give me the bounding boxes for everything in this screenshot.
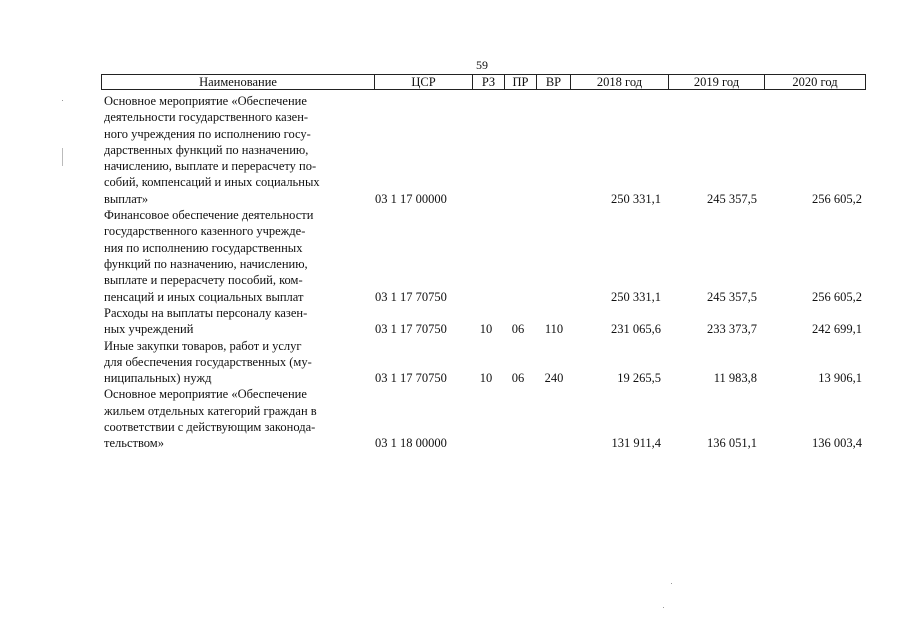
table-header [101,74,866,90]
row-name-line: тельством» [104,436,164,451]
row-name [104,93,366,207]
row-pr: 06 [511,371,525,386]
row-csr: 03 1 17 00000 [375,191,447,206]
page-number: 59 [476,58,488,72]
row-csr: 03 1 17 70750 [375,371,447,386]
table-row [0,93,905,207]
row-name-line: ных учреждений [104,322,194,337]
header-2019: 2019 год [669,75,765,89]
row-name-line: Финансовое обеспечение деятельности [104,208,314,223]
header-pr: ПР [505,75,537,89]
row-name-line: функций по назначению, начислению, [104,256,308,271]
row-name-line: жильем отдельных категорий граждан в [104,403,317,418]
row-name-line: для обеспечения государственных (му- [104,354,312,369]
row-y2019: 245 357,5 [707,289,757,304]
scan-speck [663,607,664,608]
row-y2019: 136 051,1 [707,436,757,451]
row-name-line: Расходы на выплаты персоналу казен- [104,305,308,320]
row-name-line: ниципальных) нужд [104,371,212,386]
header-2020: 2020 год [792,75,838,89]
scan-speck [62,100,63,101]
row-name-line: Основное мероприятие «Обеспечение [104,94,307,108]
row-y2018: 131 911,4 [611,436,661,451]
row-name-line: соответствии с действующим законода- [104,419,316,434]
header-rz: РЗ [473,75,505,89]
row-y2019: 233 373,7 [707,322,757,337]
row-name [104,305,366,338]
row-y2020: 256 605,2 [812,289,862,304]
row-y2020: 136 003,4 [812,436,862,451]
table-row [0,386,905,451]
row-y2019: 11 983,8 [713,371,757,386]
header-csr: ЦСР [375,75,473,89]
row-csr: 03 1 17 70750 [375,289,447,304]
row-name-line: выплат» [104,191,149,206]
row-y2018: 250 331,1 [611,191,661,206]
row-name [104,386,366,451]
row-name-line: Основное мероприятие «Обеспечение [104,387,307,402]
row-pr: 06 [511,322,525,337]
row-name-line: деятельности государственного казен- [104,110,309,125]
row-name-line: выплате и перерасчету пособий, ком- [104,273,303,288]
row-name-line: собий, компенсаций и иных социальных [104,175,320,190]
table-row [0,207,905,305]
table-row [0,305,905,338]
row-csr: 03 1 18 00000 [375,436,447,451]
row-name-line: дарственных функций по назначению, [104,142,309,157]
row-y2020: 242 699,1 [812,322,862,337]
row-name [104,338,366,387]
row-vr: 110 [544,322,564,337]
row-name-line: ного учреждения по исполнению госу- [104,126,311,141]
row-rz: 10 [479,371,493,386]
row-y2018: 231 065,6 [611,322,661,337]
row-name-line: пенсаций и иных социальных выплат [104,289,304,304]
row-vr: 240 [544,371,564,386]
row-csr: 03 1 17 70750 [375,322,447,337]
table-row [0,338,905,387]
header-name: Наименование [102,75,375,89]
row-name-line: Иные закупки товаров, работ и услуг [104,338,302,353]
row-name-line: ния по исполнению государственных [104,240,303,255]
header-2018: 2018 год [571,75,669,89]
row-rz: 10 [479,322,493,337]
row-y2018: 19 265,5 [617,371,661,386]
row-y2020: 13 906,1 [818,371,862,386]
row-name-line: начислению, выплате и перерасчету по- [104,159,317,174]
row-y2018: 250 331,1 [611,289,661,304]
scan-speck [62,148,63,166]
header-vr: ВР [537,75,571,89]
scan-speck [671,583,672,584]
row-y2020: 256 605,2 [812,191,862,206]
row-name [104,207,366,305]
row-y2019: 245 357,5 [707,191,757,206]
row-name-line: государственного казенного учрежде- [104,224,306,239]
